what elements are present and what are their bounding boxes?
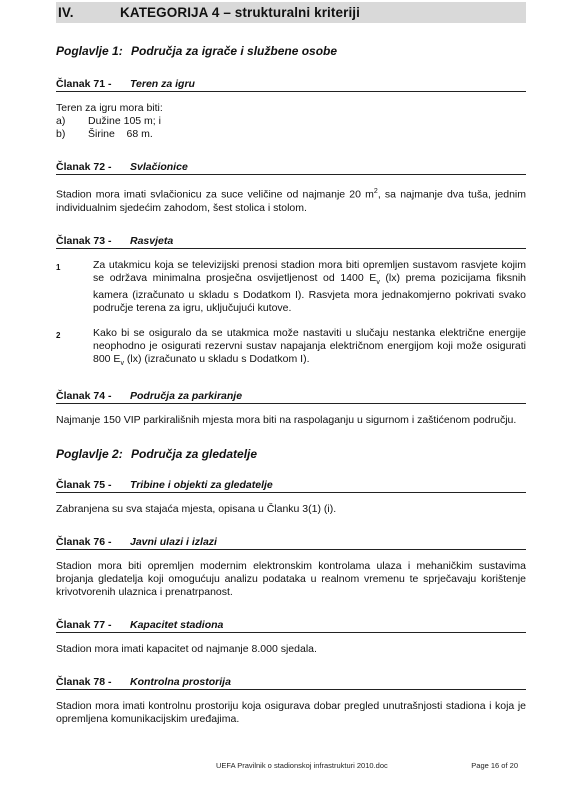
chapter-heading <box>56 44 526 58</box>
article-77-heading <box>56 619 526 633</box>
text-fragment: (lx) prema pozicijama fiksnih kamera (izračunato u skladu s Dodatkom I). Rasvjeta mora jednakomjerno pokrivati svako područje terena za igru, uključujući kutove. <box>93 271 526 314</box>
paragraph-number: 1 <box>56 262 61 272</box>
text-fragment: Stadion mora imati svlačionicu za suce veličine od najmanje 20 m <box>56 188 374 201</box>
paragraph-text <box>93 259 526 315</box>
subscript: v <box>120 359 124 367</box>
article-title: Kapacitet stadiona <box>130 618 224 631</box>
numbered-paragraph <box>56 327 526 370</box>
article-78-heading <box>56 676 526 690</box>
text-fragment: (lx) (izračunato u skladu s Dodatkom I). <box>123 352 310 365</box>
chapter-label: Poglavlje 1: <box>56 44 123 58</box>
article-number: Članak 72 - <box>56 161 112 173</box>
text-fragment: Kako bi se osiguralo da se utakmica može nastaviti u slučaju nestanka električne energije neophodno je osigurati rezervni sustav napajanja električnom energijom koji može osigurati 800 E <box>93 326 526 365</box>
article-76-text: Stadion mora biti opremljen modernim elektronskim kontrolama ulaza i mehaničkim sustavima brojanja gledatelja koji omogućuju analizu podataka u realnom vremenu te sprječavaju korištenje krivotvorenih ulaznica i prenatrpanost. <box>56 559 526 598</box>
article-title: Područja za parkiranje <box>130 389 243 402</box>
list-text: Širine 68 m. <box>88 128 153 140</box>
article-72-text <box>56 185 526 215</box>
article-76-heading <box>56 536 526 550</box>
list-item <box>56 128 526 141</box>
article-73-heading <box>56 235 526 249</box>
list-text: Dužine 105 m; i <box>88 115 161 127</box>
text-fragment: Za utakmicu koja se televizijski prenosi stadion mora biti opremljen sustavom rasvjete kojim se održava minimalna prosječna osvijetljenost od 1400 E <box>93 258 526 284</box>
section-title: KATEGORIJA 4 – strukturalni kriteriji <box>120 5 361 20</box>
article-title: Rasvjeta <box>130 234 174 247</box>
list-marker: a) <box>56 115 66 127</box>
article-title: Javni ulazi i izlazi <box>130 535 217 548</box>
numbered-paragraph <box>56 259 526 315</box>
chapter-title: Područja za igrače i službene osobe <box>131 44 338 58</box>
footer-document-name: UEFA Pravilnik o stadionskoj infrastrukturi 2010.doc <box>216 761 388 770</box>
article-number: Članak 74 - <box>56 389 112 402</box>
article-75-heading <box>56 479 526 493</box>
footer-page-number: Page 16 of 20 <box>471 761 518 770</box>
chapter-title: Područja za gledatelje <box>131 446 258 461</box>
article-77-text: Stadion mora imati kapacitet od najmanje 8.000 sjedala. <box>56 642 317 655</box>
list-marker: b) <box>56 128 66 140</box>
article-number: Članak 78 - <box>56 675 112 688</box>
article-71-intro: Teren za igru mora biti: <box>56 102 163 114</box>
article-72-heading <box>56 161 526 175</box>
section-number: IV. <box>58 5 74 20</box>
article-number: Članak 76 - <box>56 535 112 548</box>
article-title: Kontrolna prostorija <box>130 675 231 688</box>
chapter-label: Poglavlje 2: <box>56 446 123 461</box>
text-fragment: , sa najmanje dva tuša, jednim individualnim sjedećim zahodom, šest stolica i stolom. <box>56 188 526 214</box>
paragraph-number: 2 <box>56 330 61 340</box>
article-title: Tribine i objekti za gledatelje <box>130 478 273 491</box>
document-page <box>56 0 526 726</box>
article-74-heading <box>56 390 526 404</box>
article-74-text: Najmanje 150 VIP parkirališnih mjesta mora biti na raspolaganju u sigurnom i zaštićenom području. <box>56 413 517 426</box>
article-number: Članak 77 - <box>56 618 112 631</box>
article-75-text: Zabranjena su sva stajaća mjesta, opisana u Članku 3(1) (i). <box>56 502 337 515</box>
list-item <box>56 115 526 128</box>
chapter-heading <box>56 447 526 461</box>
article-number: Članak 71 - <box>56 78 112 90</box>
article-number: Članak 75 - <box>56 478 112 491</box>
article-71-heading <box>56 78 526 92</box>
paragraph-text <box>93 327 526 370</box>
section-header <box>56 2 526 23</box>
article-78-text: Stadion mora imati kontrolnu prostoriju koja osigurava dobar pregled unutrašnjosti stadiona i koja je opremljena komunikacijskim uređajima. <box>56 699 526 725</box>
article-title: Svlačionice <box>130 161 188 173</box>
superscript: 2 <box>373 188 378 195</box>
subscript: v <box>376 278 380 286</box>
article-title: Teren za igru <box>130 78 195 90</box>
article-number: Članak 73 - <box>56 234 112 247</box>
